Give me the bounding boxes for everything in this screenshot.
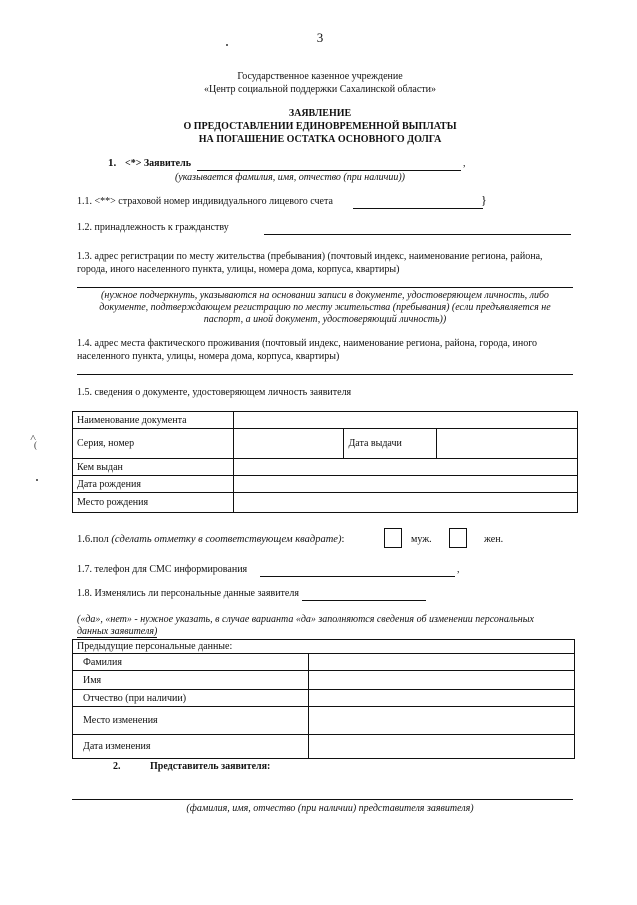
previous-data-header: Предыдущие персональные данные: [73, 640, 575, 654]
section-2-label: Представитель заявителя: [150, 761, 271, 772]
doc-name-label: Наименование документа [73, 412, 234, 429]
sms-phone-label: 1.7. телефон для СМС информирования [77, 564, 248, 575]
org-line-2: «Центр социальной поддержки Сахалинской области» [204, 84, 436, 95]
male-label: муж. [411, 534, 432, 545]
registration-address-field[interactable] [77, 275, 573, 288]
data-changed-field[interactable] [302, 588, 426, 601]
prev-change-date-value[interactable] [308, 735, 574, 759]
issue-date-value[interactable] [437, 429, 578, 459]
registration-note-2: документе, подтверждающем регистрацию по месту жительства (пребывания) (если предъявляется не [99, 302, 551, 313]
scan-speck [226, 44, 228, 46]
page-number: 3 [316, 30, 324, 45]
table-row [73, 654, 575, 671]
representative-name-field[interactable] [72, 787, 573, 800]
registration-address-label-1: 1.3. адрес регистрации по месту жительства (пребывания) (почтовый индекс, наименование региона, района, [77, 251, 543, 262]
actual-address-field[interactable] [77, 362, 573, 375]
prev-change-date-label: Дата изменения [73, 735, 309, 759]
table-row [73, 735, 575, 759]
prev-first-name-label: Имя [73, 671, 309, 690]
issued-by-value[interactable] [233, 459, 577, 476]
prev-last-name-value[interactable] [308, 654, 574, 671]
section-2-number: 2. [113, 761, 121, 772]
gender-label: 1.6.пол [77, 534, 109, 545]
scan-speck [36, 479, 38, 481]
title-line-1: ЗАЯВЛЕНИЕ [288, 108, 352, 119]
identity-doc-label: 1.5. сведения о документе, удостоверяющем личность заявителя [77, 387, 352, 398]
series-number-label: Серия, номер [73, 429, 234, 459]
identity-doc-table [72, 411, 578, 513]
prev-change-place-value[interactable] [308, 707, 574, 735]
gender-colon: : [341, 534, 345, 545]
prev-patronymic-value[interactable] [308, 690, 574, 707]
table-row [73, 640, 575, 654]
snils-field[interactable] [353, 196, 483, 209]
snils-label: 1.1. <**> страховой номер индивидуального лицевого счета [77, 196, 333, 207]
title-line-3: НА ПОГАШЕНИЕ ОСТАТКА ОСНОВНОГО ДОЛГА [198, 134, 442, 145]
prev-patronymic-label: Отчество (при наличии) [73, 690, 309, 707]
citizenship-field[interactable] [264, 222, 571, 235]
data-changed-note-1: («да», «нет» - нужное указать, в случае варианта «да» заполняются сведения об изменении персональных [77, 614, 534, 625]
issue-date-label: Дата выдачи [344, 429, 437, 459]
table-row [73, 459, 578, 476]
org-line-1: Государственное казенное учреждение [237, 71, 403, 82]
citizenship-label: 1.2. принадлежность к гражданству [77, 222, 229, 233]
gender-row [77, 534, 344, 545]
actual-address-label-2: населенного пункта, улицы, номера дома, корпуса, квартиры) [77, 351, 340, 362]
registration-note-1: (нужное подчеркнуть, указываются на основании записи в документе, удостоверяющем личность, либо [101, 290, 549, 301]
table-row [73, 493, 578, 513]
applicant-hint: (указывается фамилия, имя, отчество (при наличии)) [174, 172, 406, 183]
scan-artifact-mark: ( [34, 440, 37, 450]
table-row [73, 429, 578, 459]
female-checkbox[interactable] [449, 528, 467, 548]
data-changed-note-2: данных заявителя) [77, 626, 158, 637]
birth-date-label: Дата рождения [73, 476, 234, 493]
section-1-label: <*> Заявитель [125, 158, 191, 169]
snils-end-mark: } [481, 193, 487, 207]
applicant-comma: , [463, 158, 466, 169]
sms-phone-field[interactable] [260, 564, 455, 577]
data-changed-label: 1.8. Изменялись ли персональные данные заявителя [77, 588, 299, 599]
registration-address-label-2: города, иного населенного пункта, улицы, номера дома, корпуса, квартиры) [77, 264, 400, 275]
applicant-name-field[interactable] [197, 158, 461, 171]
table-row [73, 412, 578, 429]
previous-data-table [72, 639, 575, 759]
table-row [73, 690, 575, 707]
doc-name-value[interactable] [233, 412, 577, 429]
representative-hint: (фамилия, имя, отчество (при наличии) представителя заявителя) [186, 803, 474, 814]
title-line-2: О ПРЕДОСТАВЛЕНИИ ЕДИНОВРЕМЕННОЙ ВЫПЛАТЫ [183, 121, 457, 132]
table-row [73, 707, 575, 735]
prev-last-name-label: Фамилия [73, 654, 309, 671]
male-checkbox[interactable] [384, 528, 402, 548]
gender-hint: (сделать отметку в соответствующем квадрате) [111, 534, 342, 545]
birth-place-label: Место рождения [73, 493, 234, 513]
prev-first-name-value[interactable] [308, 671, 574, 690]
table-row [73, 476, 578, 493]
scan-artifact-mark: ˄ [30, 432, 37, 444]
sms-phone-comma: , [457, 564, 460, 575]
table-row [73, 671, 575, 690]
birth-date-value[interactable] [233, 476, 577, 493]
birth-place-value[interactable] [233, 493, 577, 513]
female-label: жен. [484, 534, 504, 545]
section-1-number: 1. [108, 157, 117, 169]
series-number-value[interactable] [233, 429, 344, 459]
actual-address-label-1: 1.4. адрес места фактического проживания (почтовый индекс, наименование региона, района, города, иного [77, 338, 538, 349]
registration-note-3: паспорт, а иной документ, удостоверяющий личность)) [203, 314, 447, 325]
issued-by-label: Кем выдан [73, 459, 234, 476]
prev-change-place-label: Место изменения [73, 707, 309, 735]
